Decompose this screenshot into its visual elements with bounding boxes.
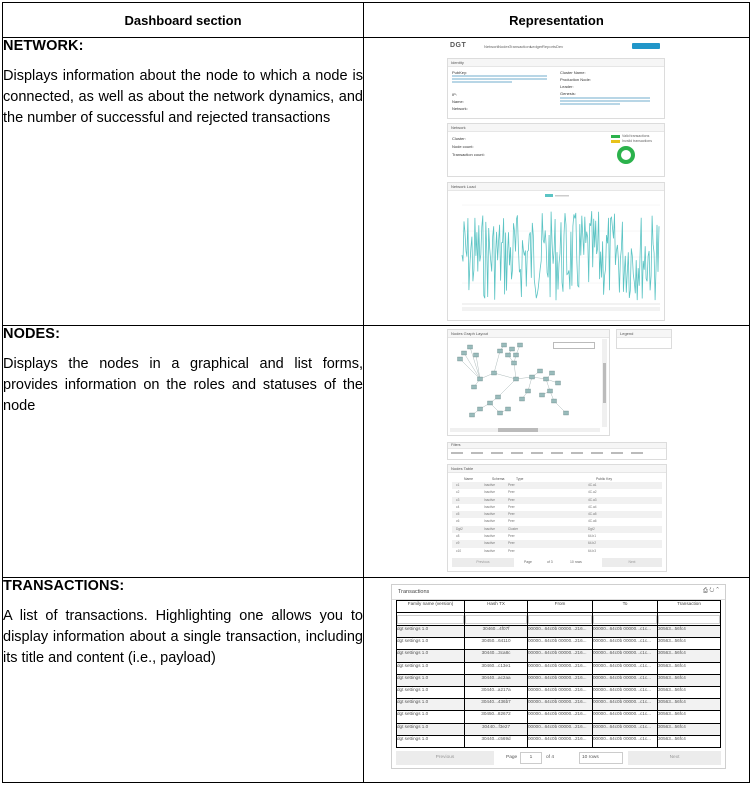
chart-legend-text [555,195,569,197]
network-load-title: Network Load [448,183,664,191]
transactions-description [3,578,364,783]
node-cell: 64.b1 [588,534,596,539]
filter-options[interactable] [451,452,651,454]
transaction-cell: 30563...56fc4 [658,674,721,686]
node-cell: Inactive [484,541,495,546]
network-screenshot [446,41,668,323]
node-cell: Inactive [484,497,495,502]
graph-node[interactable] [498,349,503,353]
transaction-cell: 30563...56fc4 [658,662,721,674]
network-body: Displays information about the node to which a node is connected, as well as about the network dynamics, and the number of successful and rejected transactions [3,68,363,126]
graph-edge [494,373,516,379]
graph-node[interactable] [506,407,511,411]
transaction-row[interactable] [397,711,721,723]
node-cell: 4C.a4 [588,504,597,509]
dgt-logo: DGT [450,42,467,49]
transaction-cell: 30440...ac2aa [465,674,528,686]
transaction-cell: 00000...64c0b 00000...216... [528,674,593,686]
col-type: Type [516,477,524,481]
graph-node[interactable] [502,343,507,347]
transaction-cell: 30563...56fc4 [658,723,721,735]
node-cell: 4C.a1 [588,483,597,487]
transaction-cell: dgt settings 1.0 [397,626,465,638]
transaction-cell: dgt settings 1.0 [397,735,465,747]
network-representation [364,38,750,326]
node-cell: Inactive [484,483,495,487]
transactions-pager [396,751,721,765]
graph-node[interactable] [564,411,569,415]
graph-hscrollbar[interactable] [450,428,600,432]
chart-legend-swatch [545,194,553,197]
node-cell: 64.b3 [588,548,596,553]
node-cell: Inactive [484,519,495,524]
node-row[interactable] [452,548,662,555]
transaction-cell: dgt settings 1.0 [397,699,465,711]
graph-node[interactable] [518,343,523,347]
transaction-row[interactable] [397,626,721,638]
node-cell: c2 [456,490,460,495]
filter-transaction-input[interactable] [658,613,721,626]
leader-label: Leader: [560,84,574,89]
node-cell: 4C.a3 [588,497,597,502]
production-node-label: Production Node: [560,77,591,82]
node-cell: c9 [456,541,460,546]
graph-scrollbar[interactable] [602,339,607,427]
transaction-cell: 00000...64c0b 00000...216... [528,723,593,735]
refresh-icon[interactable]: ↻ [709,588,715,594]
node-cell: Inactive [484,526,495,531]
nav-reports[interactable]: Reports [542,44,557,49]
transactions-table [396,600,721,748]
network-description [3,38,364,326]
filter-row [397,613,721,626]
graph-node[interactable] [506,353,511,357]
filter-from-input[interactable] [528,613,593,626]
transaction-cell: 00000...64c0b 00000...216... [528,735,593,747]
transaction-cell: 00000...64c0b 00000...216... [528,662,593,674]
transaction-cell: 00000...64c0b 00000...c1c... [593,723,658,735]
legend-panel [616,329,672,349]
network-title: NETWORK: [3,38,84,54]
transaction-cell: 30563...56fc4 [658,711,721,723]
graph-node[interactable] [520,397,525,401]
node-count-label: Node count: [452,144,474,149]
transaction-row[interactable] [397,723,721,735]
transaction-cell: 30563...56fc4 [658,686,721,698]
graph-node[interactable] [492,371,497,375]
node-cell: 4C.a5 [588,512,597,517]
graph-node[interactable] [462,351,467,355]
cluster-name-label: Cluster Name: [560,70,586,75]
graph-node[interactable] [526,389,531,393]
graph-node[interactable] [478,377,483,381]
pubkey-value [452,75,547,77]
action-button[interactable] [632,43,660,49]
nodes-list-panel [447,464,667,572]
identity-panel [447,58,665,119]
genesis-value-line [560,100,650,102]
nav-dev[interactable]: Dev [556,44,564,49]
header-row [3,3,750,38]
col-to[interactable]: To [593,601,658,613]
node-cell: c8 [456,534,460,539]
node-cell: Peer [508,541,515,546]
nodes-pager [452,558,662,567]
transaction-cell: dgt settings 1.0 [397,650,465,662]
filter-to-input[interactable] [593,613,658,626]
transaction-cell: 30563...56fc4 [658,638,721,650]
nodes-rows-select[interactable]: 10 rows [570,560,582,564]
page-label: Page [506,755,518,760]
graph-node[interactable] [496,395,501,399]
graph-panel-title: Nodes Graph Layout [448,330,609,338]
network-load-panel [447,182,665,321]
transaction-cell: 00000...64c0b 00000...216... [528,638,593,650]
transaction-cell: 00000...64c0b 00000...c1c... [593,662,658,674]
network-panel [447,123,665,177]
network-row [3,38,750,326]
transaction-cell: 30450...64110 [465,638,528,650]
transactions-body: A list of transactions. Highlighting one allows you to display information about a single transaction, including its title and content (i.e., payload) [3,608,363,666]
node-cell: Peer [508,534,515,539]
nodes-representation [364,326,750,578]
graph-node[interactable] [514,353,519,357]
pubkey-label: PubKey: [452,70,468,75]
graph-hscroll-thumb[interactable] [498,428,538,432]
node-cell: Peer [508,548,515,553]
previous-button[interactable]: Previous [396,751,494,765]
nodes-body: Displays the nodes in a graphical and list forms, provides information on the roles and statuses of the node [3,356,363,414]
chart-x-ticks [462,307,660,311]
nodes-title: NODES: [3,326,60,342]
node-row[interactable] [452,482,662,489]
node-cell: 64.b2 [588,541,596,546]
transaction-cell: 00000...64c0b 00000...216... [528,711,593,723]
node-cell: c1 [456,483,460,487]
nav-ledger[interactable]: Ledger [530,44,543,49]
node-row[interactable] [452,540,662,547]
transaction-cell: 00000...64c0b 00000...c1c... [593,674,658,686]
next-button[interactable]: Next [628,751,721,765]
node-cell: Inactive [484,534,495,539]
transaction-row[interactable] [397,662,721,674]
filter-family-input[interactable] [397,613,465,626]
graph-node[interactable] [458,357,463,361]
col-transaction[interactable]: Transaction [658,601,721,613]
transaction-cell: 00000...64c0b 00000...c1c... [593,626,658,638]
panel-controls [703,588,719,595]
graph-scroll-thumb[interactable] [603,363,606,403]
node-row[interactable] [452,533,662,540]
node-cell: Peer [508,490,515,495]
graph-node[interactable] [468,345,473,349]
identity-panel-title: Identity [448,59,664,67]
graph-node[interactable] [556,381,561,385]
transaction-row[interactable] [397,674,721,686]
network-label: Network: [452,106,468,111]
graph-edge [498,379,516,397]
network-load-line [462,211,659,300]
node-cell: 4C.a2 [588,490,597,495]
nodes-page-of: of 3 [547,560,553,564]
header-section: Dashboard section [3,3,364,38]
node-cell: Peer [508,512,515,517]
print-icon[interactable]: ⎙ [702,588,708,594]
transaction-count-label: Transaction count: [452,152,485,157]
transaction-cell: 00000...64c0b 00000...216... [528,626,593,638]
graph-node[interactable] [540,393,545,397]
legend-panel-title: Legend [617,330,671,338]
node-cell: Inactive [484,504,495,509]
graph-node[interactable] [550,371,555,375]
filters-panel-title: Filters [448,443,666,449]
transactions-representation [364,578,750,783]
graph-node[interactable] [498,411,503,415]
nodes-row [3,326,750,578]
graph-edge [494,351,500,373]
transaction-cell: dgt settings 1.0 [397,662,465,674]
node-cell: Dgt2 [456,526,463,531]
nav-network[interactable]: Network [484,44,499,49]
pubkey-value-line [452,81,512,83]
legend-swatch-valid [611,135,620,138]
cluster-label: Cluster: [452,136,466,141]
node-row[interactable] [452,504,662,511]
graph-node[interactable] [530,375,535,379]
transaction-cell: 00000...64c0b 00000...c1c... [593,638,658,650]
transactions-screenshot [391,584,726,769]
graph-node[interactable] [552,399,557,403]
graph-node[interactable] [478,407,483,411]
network-load-chart [448,191,664,319]
transaction-cell: 30440...c569d [465,735,528,747]
transaction-row[interactable] [397,735,721,747]
transaction-cell: 00000...64c0b 00000...c1c... [593,711,658,723]
transaction-cell: 30450...82672 [465,711,528,723]
nodes-graph[interactable] [450,339,600,427]
col-public-key: Public Key [596,477,613,481]
transaction-cell: 00000...64c0b 00000...c1c... [593,735,658,747]
nav-transactions[interactable]: Transactions [509,44,532,49]
pubkey-value-line [452,78,547,80]
graph-node[interactable] [488,401,493,405]
col-schema: Schema [492,477,505,481]
nodes-description [3,326,364,578]
transaction-cell: 00000...64c0b 00000...216... [528,650,593,662]
transaction-cell: 30563...56fc4 [658,735,721,747]
node-cell: Peer [508,497,515,502]
nodes-screenshot [446,328,672,574]
header-representation: Representation [364,3,750,38]
graph-node[interactable] [474,353,479,357]
transactions-donut [617,146,635,164]
transactions-title: TRANSACTIONS: [3,578,125,594]
node-cell: Inactive [484,490,495,495]
transaction-cell: 30563...56fc4 [658,626,721,638]
filter-hash-input[interactable] [465,613,528,626]
dashboard-table [2,2,750,783]
node-cell: c6 [456,519,460,524]
nodes-list-title: Nodes Table [448,465,666,473]
page-of: of 4 [546,755,555,760]
transaction-cell: 00000...64c0b 00000...216... [528,699,593,711]
rows-select[interactable]: 10 rows [579,752,623,764]
top-navbar [446,41,668,51]
graph-node[interactable] [514,377,519,381]
legend-invalid: Invalid transactions [622,139,652,143]
nodes-table-body [452,482,662,555]
node-cell: Inactive [484,512,495,517]
node-cell: c4 [456,504,460,509]
transaction-cell: 30460...c13e1 [465,662,528,674]
transaction-cell: dgt settings 1.0 [397,674,465,686]
node-cell: c10 [456,548,462,553]
transaction-cell: dgt settings 1.0 [397,723,465,735]
transaction-row[interactable] [397,650,721,662]
network-panel-title: Network [448,124,664,132]
graph-edge [514,363,516,379]
node-cell: Peer [508,483,515,487]
node-cell: Peer [508,519,515,524]
node-cell: c3 [456,497,460,502]
transaction-cell: 30440...a217a [465,686,528,698]
graph-panel [447,329,610,436]
ip-label: IP: [452,92,457,97]
node-row[interactable] [452,489,662,496]
transaction-cell: 30563...56fc4 [658,699,721,711]
transaction-cell: 00000...64c0b 00000...216... [528,686,593,698]
col-from[interactable]: From [528,601,593,613]
graph-node[interactable] [512,361,517,365]
nodes-table [452,477,662,555]
graph-node[interactable] [510,347,515,351]
transaction-cell: dgt settings 1.0 [397,711,465,723]
transactions-panel-title: Transactions [392,585,725,600]
transaction-cell: 00000...64c0b 00000...c1c... [593,699,658,711]
name-label: Name: [452,99,464,104]
col-hash[interactable]: Hash TX [465,601,528,613]
transaction-cell: 30440...436b7 [465,699,528,711]
transaction-cell: 30460...4f07f [465,626,528,638]
node-cell: Inactive [484,548,495,553]
transactions-header [397,601,721,613]
node-cell: Dgt2 [588,526,595,531]
nodes-next-button[interactable]: Next [602,558,662,567]
transaction-row[interactable] [397,638,721,650]
node-row[interactable] [452,497,662,504]
page-input[interactable]: 1 [520,752,542,764]
legend-swatch-invalid [611,140,620,143]
genesis-value-line [560,97,650,99]
transaction-cell: 30440...f3e27 [465,723,528,735]
node-row[interactable] [452,518,662,525]
graph-node[interactable] [544,377,549,381]
graph-node[interactable] [548,389,553,393]
genesis-value-line [560,103,620,105]
filters-panel [447,442,667,460]
node-row[interactable] [452,511,662,518]
node-cell: Peer [508,504,515,509]
transaction-cell: 00000...64c0b 00000...c1c... [593,686,658,698]
transaction-cell: 30440...3ca8c [465,650,528,662]
col-family[interactable]: Family name (version) [397,601,465,613]
transactions-row [3,578,750,783]
transaction-cell: dgt settings 1.0 [397,686,465,698]
transaction-cell: 00000...64c0b 00000...c1c... [593,650,658,662]
node-cell: 4C.a6 [588,519,597,524]
node-cell: c5 [456,512,460,517]
nodes-prev-button[interactable]: Previous [452,558,514,567]
transaction-cell: 30563...56fc4 [658,650,721,662]
transaction-row[interactable] [397,686,721,698]
col-name: Name [464,477,474,481]
graph-node[interactable] [538,369,543,373]
node-cell: Cluster [508,526,519,531]
chevron-up-icon[interactable]: ⌃ [716,588,719,594]
transaction-cell: dgt settings 1.0 [397,638,465,650]
legend-valid: Valid transactions [622,134,650,138]
nav-nodes[interactable]: Nodes [498,44,510,49]
nodes-page-label: Page [524,560,532,564]
graph-node[interactable] [472,385,477,389]
genesis-label: Genesis: [560,91,576,96]
transaction-row[interactable] [397,699,721,711]
node-row[interactable] [452,526,662,533]
graph-node[interactable] [470,413,475,417]
